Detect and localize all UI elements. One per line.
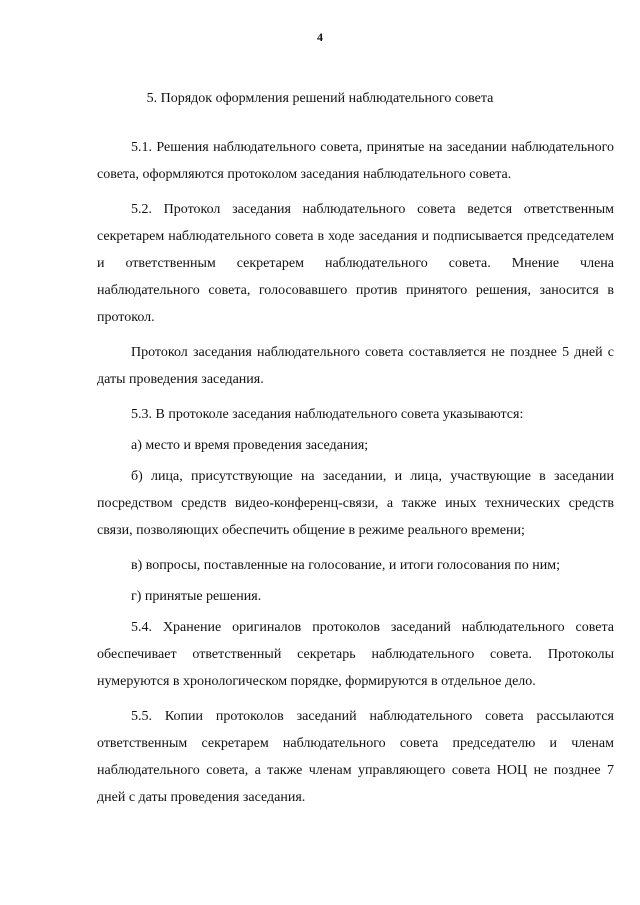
paragraph-5-4: 5.4. Хранение оригиналов протоколов заседаний наблюдательного совета обеспечивает ответственный секретарь наблюдательного совета. Протоколы нумеруются в хронологическом порядке, формируются в отдельное дело. bbox=[97, 620, 614, 689]
page-number: 4 bbox=[317, 30, 323, 44]
list-item-a: а) место и время проведения заседания; bbox=[131, 438, 369, 453]
section-heading: 5. Порядок оформления решений наблюдательного совета bbox=[146, 91, 494, 106]
list-item-b: б) лица, присутствующие на заседании, и лица, участвующие в заседании посредством средств видео-конференц-связи, а также иных технических средств связи, позволяющих обеспечить общение в режиме реального времени; bbox=[97, 469, 614, 538]
list-item-v: в) вопросы, поставленные на голосование, и итоги голосования по ним; bbox=[131, 558, 561, 573]
paragraph-5-5: 5.5. Копии протоколов заседаний наблюдательного совета рассылаются ответственным секретарем наблюдательного совета председателю и членам наблюдательного совета, а также членам управляющего совета НОЦ не позднее 7 дней с даты проведения заседания. bbox=[97, 709, 614, 805]
paragraph-5-3: 5.3. В протоколе заседания наблюдательного совета указываются: bbox=[131, 407, 524, 422]
list-item-g: г) принятые решения. bbox=[131, 589, 262, 604]
paragraph-protocol-deadline: Протокол заседания наблюдательного совета составляется не позднее 5 дней с даты проведения заседания. bbox=[97, 345, 614, 387]
document-body bbox=[97, 134, 614, 819]
paragraph-5-2: 5.2. Протокол заседания наблюдательного совета ведется ответственным секретарем наблюдательного совета в ходе заседания и подписывается председателем и ответственным секретарем наблюдательного совета. Мнение члена наблюдательного совета, голосовавшего против принятого решения, заносится в протокол. bbox=[97, 202, 614, 325]
paragraph-5-1: 5.1. Решения наблюдательного совета, принятые на заседании наблюдательного совета, оформляются протоколом заседания наблюдательного совета. bbox=[97, 140, 614, 182]
